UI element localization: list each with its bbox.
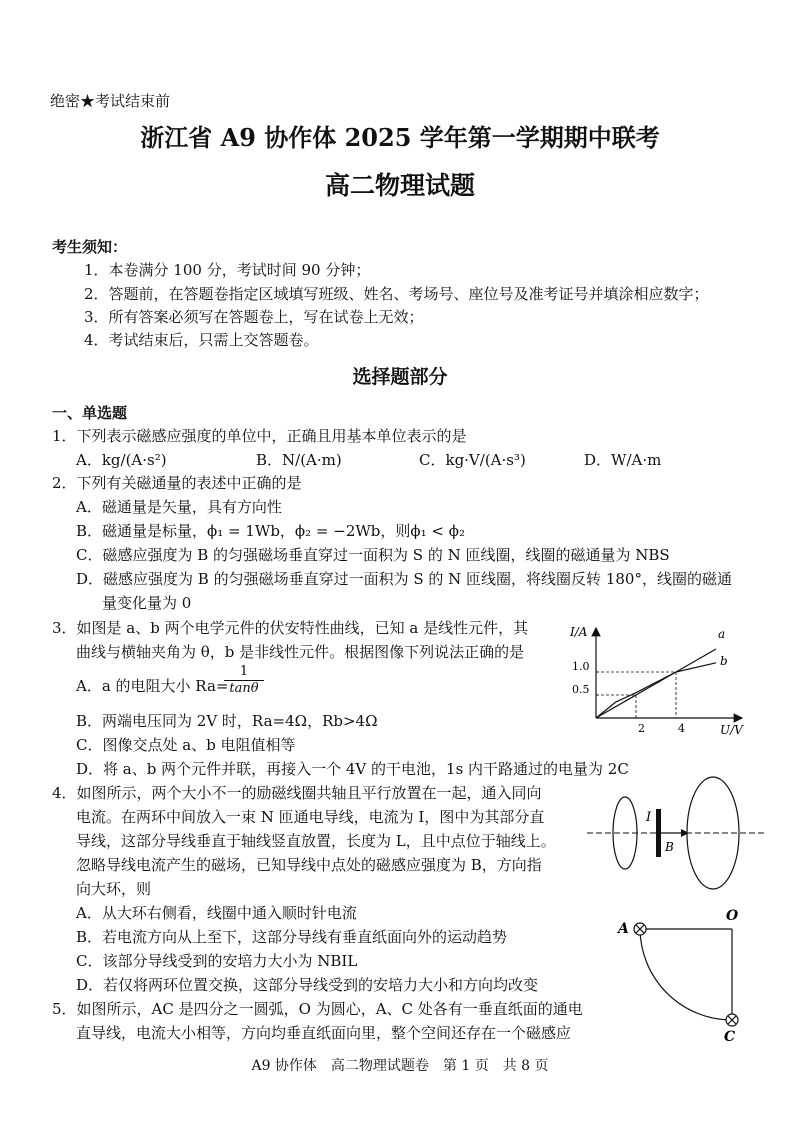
secret-label: 绝密★考试结束前 bbox=[50, 92, 171, 110]
q4-option-b: B．若电流方向从上至下，这部分导线有垂直纸面向外的运动趋势 bbox=[76, 928, 508, 946]
q2-option-d: D．磁感应强度为 B 的匀强磁场垂直穿过一面积为 S 的 N 匝线圈，将线圈反转 180°，线圈的磁通 bbox=[76, 570, 732, 588]
q4-stem-cont: 向大环，则 bbox=[76, 880, 152, 898]
x-tick-label: 4 bbox=[678, 722, 685, 735]
q1-option-d: D．W/A·m bbox=[584, 451, 662, 469]
q4-stem-cont: 电流。在两环中间放入一束 N 匝通电导线，电流为 I，图中为其部分直 bbox=[76, 808, 545, 826]
q4-stem-cont: 忽略导线电流产生的磁场，已知导线中点处的磁感应强度为 B，方向指 bbox=[76, 856, 542, 874]
exam-subtitle: 高二物理试题 bbox=[324, 171, 475, 200]
q4-option-a: A．从大环右侧看，线圈中通入顺时针电流 bbox=[76, 904, 357, 922]
q1-stem: 1．下列表示磁感应强度的单位中，正确且用基本单位表示的是 bbox=[52, 427, 467, 445]
q1-option-c: C．kg·V/(A·s³) bbox=[419, 451, 526, 469]
x-tick-label: 2 bbox=[638, 722, 645, 735]
q3-option-c: C．图像交点处 a、b 电阻值相等 bbox=[76, 736, 296, 754]
series-label-a: a bbox=[718, 627, 726, 641]
current-label: I bbox=[646, 810, 652, 825]
q1-option-a: A．kg/(A·s²) bbox=[76, 451, 167, 469]
q5-stem: 5．如图所示，AC 是四分之一圆弧，O 为圆心，A、C 处各有一垂直纸面的通电 bbox=[52, 1000, 583, 1018]
field-label: B bbox=[665, 840, 674, 854]
part-title: 选择题部分 bbox=[352, 366, 448, 388]
fraction-numerator: 1 bbox=[239, 664, 249, 679]
wire-segment bbox=[656, 809, 661, 857]
q4-stem-cont: 导线，这部分导线垂直于轴线竖直放置，长度为 L，且中点位于轴线上。 bbox=[76, 832, 556, 850]
arc-figure bbox=[612, 905, 757, 1045]
q4-option-c: C．该部分导线受到的安培力大小为 NBIL bbox=[76, 952, 358, 970]
y-tick-label: 0.5 bbox=[572, 683, 590, 696]
q4-stem: 4．如图所示，两个大小不一的励磁线圈共轴且平行放置在一起，通入同向 bbox=[52, 784, 542, 802]
q3-option-d: D．将 a、b 两个元件并联，再接入一个 4V 的干电池，1s 内干路通过的电量为 2C bbox=[76, 760, 629, 778]
q2-option-a: A．磁通量是矢量，具有方向性 bbox=[76, 498, 282, 516]
notice-item: 2．答题前，在答题卷指定区域填写班级、姓名、考场号、座位号及准考证号并填涂相应数字； bbox=[84, 285, 709, 303]
page-footer: A9 协作体 高二物理试题卷 第 1 页 共 8 页 bbox=[251, 1058, 549, 1074]
notice-item: 3．所有答案必须写在答题卷上，写在试卷上无效； bbox=[84, 308, 424, 326]
coil-figure bbox=[585, 775, 770, 895]
b-arrow-head bbox=[681, 829, 689, 837]
section-title: 一、单选题 bbox=[52, 404, 128, 422]
q3-stem: 3．如图是 a、b 两个电学元件的伏安特性曲线，已知 a 是线性元件，其 bbox=[52, 619, 529, 637]
q3-option-a-prefix: A．a 的电阻大小 Ra= bbox=[76, 677, 229, 695]
q3-stem-cont: 曲线与横轴夹角为 θ，b 是非线性元件。根据图像下列说法正确的是 bbox=[76, 643, 525, 661]
point-c-label: C bbox=[724, 1029, 736, 1045]
q2-option-b: B．磁通量是标量，ϕ₁ = 1Wb，ϕ₂ = −2Wb，则ϕ₁ < ϕ₂ bbox=[76, 522, 465, 540]
point-a-label: A bbox=[618, 921, 629, 937]
y-axis-label: I/A bbox=[570, 625, 588, 639]
notice-item: 4．考试结束后，只需上交答题卷。 bbox=[84, 331, 319, 349]
series-line-b bbox=[596, 663, 716, 718]
iv-chart bbox=[560, 620, 750, 745]
wire-into-page-c bbox=[726, 1014, 738, 1026]
series-label-b: b bbox=[720, 654, 728, 668]
q5-stem-cont: 直导线，电流大小相等，方向均垂直纸面向里，整个空间还存在一个磁感应 bbox=[76, 1024, 572, 1042]
q4-option-d: D．若仅将两环位置交换，这部分导线受到的安培力大小和方向均改变 bbox=[76, 976, 539, 994]
series-line-a bbox=[596, 649, 716, 718]
exam-title: 浙江省 A9 协作体 2025 学年第一学期期中联考 bbox=[140, 123, 660, 152]
q3-option-b: B．两端电压同为 2V 时，Ra=4Ω，Rb>4Ω bbox=[76, 712, 378, 730]
q2-option-c: C．磁感应强度为 B 的匀强磁场垂直穿过一面积为 S 的 N 匝线圈，线圈的磁通量为 NBS bbox=[76, 546, 670, 564]
point-o-label: O bbox=[726, 908, 739, 924]
q2-stem: 2．下列有关磁通量的表述中正确的是 bbox=[52, 474, 302, 492]
fraction bbox=[224, 664, 264, 697]
notice-heading: 考生须知： bbox=[52, 238, 128, 256]
q2-option-d-cont: 量变化量为 0 bbox=[102, 594, 192, 612]
notice-item: 1．本卷满分 100 分，考试时间 90 分钟； bbox=[84, 261, 371, 279]
q3-option-a bbox=[76, 675, 228, 697]
q1-option-b: B．N/(A·m) bbox=[256, 451, 342, 469]
wire-into-page-a bbox=[634, 923, 646, 935]
fraction-denominator: tanθ bbox=[224, 680, 264, 697]
x-axis-label: U/V bbox=[720, 723, 743, 737]
quarter-arc bbox=[640, 929, 732, 1020]
y-tick-label: 1.0 bbox=[572, 660, 590, 673]
